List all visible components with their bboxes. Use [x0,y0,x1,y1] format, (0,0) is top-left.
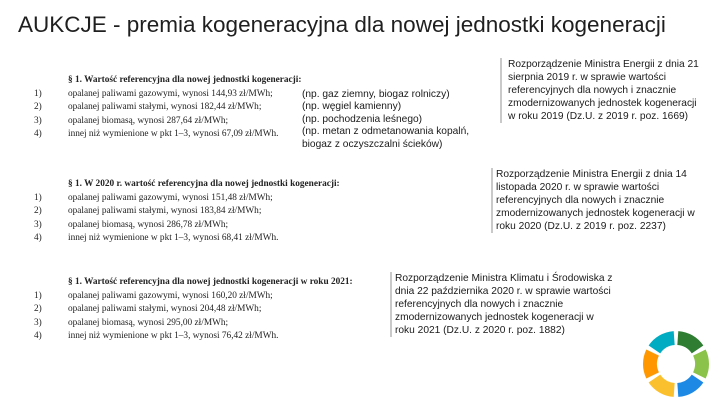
item-text: opalanej biomasą, wynosi 295,00 zł/MWh; [68,317,229,328]
regulation-excerpt-2021 [34,276,353,344]
item-text: innej niż wymienione w pkt 1–3, wynosi 68,41 zł/MWh. [68,233,279,243]
excerpt-item [34,101,301,115]
regulation-citation-2021: Rozporządzenie Ministra Klimatu i Środowiska z dnia 22 października 2020 r. w sprawie wartości referencyjnych dla nowych i znacznie zmodernizowanych jednostek kogeneracji w roku 2021 (Dz.U. z 2020 r. poz. 1882) [390,272,613,337]
item-text: innej niż wymienione w pkt 1–3, wynosi 67,09 zł/MWh. [68,129,279,139]
fuel-examples-notes [302,89,497,151]
item-number: 2) [34,304,42,314]
excerpt-item [34,219,340,233]
item-number: 4) [34,233,42,243]
regulation-citation-2020: Rozporządzenie Ministra Energii z dnia 14 listopada 2020 r. w sprawie wartości referencyjnych dla nowych i znacznie zmodernizowanych jednostek kogeneracji w roku 2020 (Dz.U. z 2019 r. poz. 2237) [491,168,708,233]
item-number: 2) [34,102,42,112]
excerpt-heading: § 1. Wartość referencyjna dla nowej jednostki kogeneracji w roku 2021: [68,277,353,287]
note-line: (np. gaz ziemny, biogaz rolniczy) [302,89,450,100]
note-line: (np. węgiel kamienny) [302,101,402,113]
note-line: (np. metan z odmetanowania kopalń, [302,126,470,138]
note-line: (np. pochodzenia leśnego) [302,113,423,125]
regulation-excerpt-2019 [34,74,301,142]
note-line: biogaz z oczyszczalni ścieków) [302,138,443,150]
logo-segment [699,353,702,376]
slide-title: AUKCJE - premia kogeneracyjna dla nowej jednostki kogeneracji [18,12,666,37]
item-text: opalanej paliwami gazowymi, wynosi 144,93 zł/MWh; [68,88,273,99]
item-number: 4) [34,331,42,341]
item-text: opalanej paliwami gazowymi, wynosi 160,20 zł/MWh; [68,290,273,301]
item-number: 1) [34,290,42,301]
regulation-citation-2019: Rozporządzenie Ministra Energii z dnia 21 sierpnia 2019 r. w sprawie wartości referencyjnych dla nowych i znacznie zmodernizowanych jednostek kogeneracji w roku 2019 (Dz.U. z 2019 r. poz. 1669) [500,58,706,123]
excerpt-item [34,330,353,344]
item-number: 3) [34,115,42,126]
item-number: 3) [34,317,42,328]
item-text: opalanej paliwami stałymi, wynosi 204,48 zł/MWh; [68,304,262,314]
logo-segment [678,379,698,390]
item-text: opalanej biomasą, wynosi 286,78 zł/MWh; [68,219,229,230]
excerpt-item [34,317,353,331]
logo-segment [678,338,698,349]
item-text: opalanej paliwami stałymi, wynosi 182,44 zł/MWh; [68,102,262,112]
excerpt-item [34,303,353,317]
logo-segment [654,338,674,349]
item-text: innej niż wymienione w pkt 1–3, wynosi 76,42 zł/MWh. [68,331,279,341]
item-number: 1) [34,88,42,99]
item-number: 3) [34,219,42,230]
logo-segment [650,353,653,376]
item-text: opalanej paliwami gazowymi, wynosi 151,48 zł/MWh; [68,192,273,203]
item-number: 4) [34,129,42,139]
excerpt-item [34,232,340,246]
item-number: 1) [34,192,42,203]
excerpt-item [34,88,301,102]
excerpt-item [34,128,301,142]
item-text: opalanej biomasą, wynosi 287,64 zł/MWh; [68,115,229,126]
logo-segment [654,379,674,390]
item-text: opalanej paliwami stałymi, wynosi 183,84 zł/MWh; [68,206,262,216]
item-number: 2) [34,206,42,216]
excerpt-heading: § 1. W 2020 r. wartość referencyjna dla nowej jednostki kogeneracji: [68,179,340,189]
excerpt-heading: § 1. Wartość referencyjna dla nowej jednostki kogeneracji: [68,75,302,85]
excerpt-item [34,115,301,129]
excerpt-item [34,205,340,219]
excerpt-item [34,290,353,304]
excerpt-item [34,192,340,206]
regulation-excerpt-2020 [34,178,340,246]
ring-logo-icon [636,322,712,402]
